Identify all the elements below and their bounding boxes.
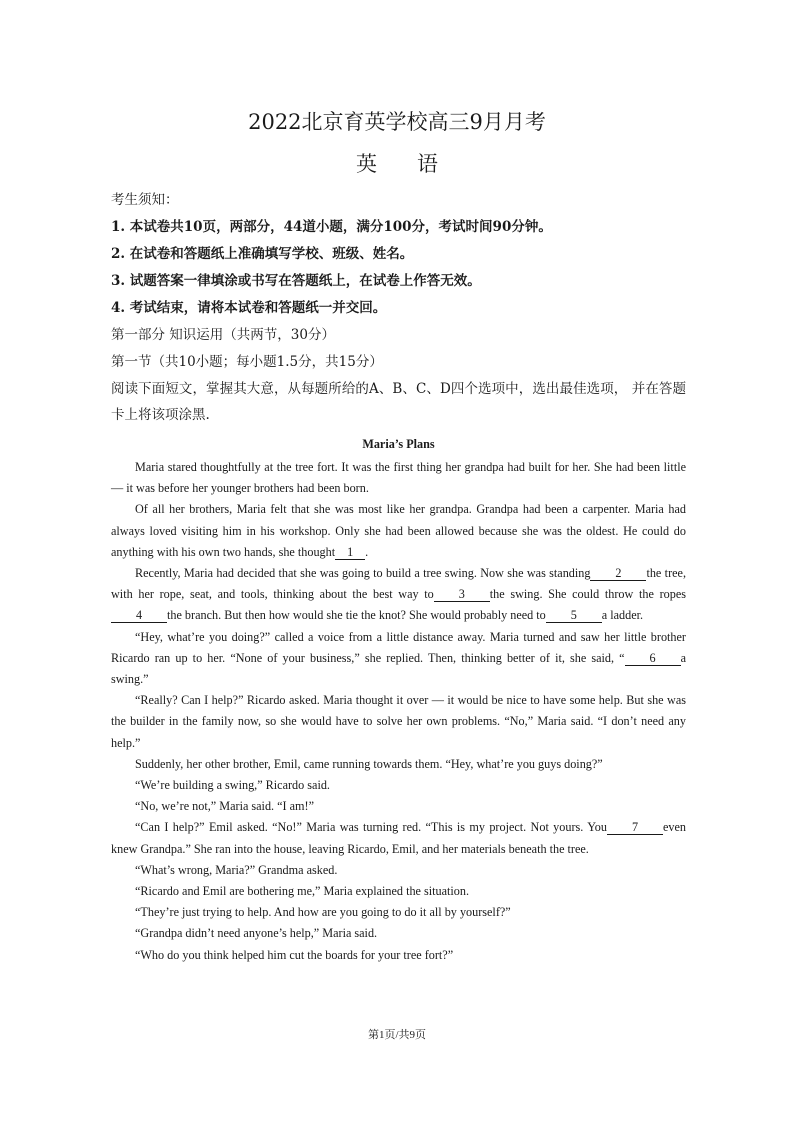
paragraph-text: even knew Grandpa.” She ran into the house, leaving Ricardo, Emil, and her materials beneath the tree.: [111, 820, 686, 856]
passage-paragraph: [111, 860, 686, 881]
paragraph-text: the branch. But then how would she tie the knot? She would probably need to: [167, 608, 546, 623]
paragraph-text: “Can I help?” Emil asked. “No!” Maria was turning red. “This is my project. Not yours. You: [135, 820, 607, 835]
blank-4[interactable]: 4: [111, 608, 167, 623]
paragraph-text: a ladder.: [601, 608, 644, 623]
passage-paragraph: [111, 817, 686, 859]
blank-6[interactable]: 6: [625, 651, 681, 666]
passage-paragraph: [111, 563, 686, 627]
paragraph-text: Maria stared thoughtfully at the tree fort. It was the first thing her grandpa had built for her. She had been little — it was before her younger brothers had been born.: [111, 460, 686, 496]
blank-5[interactable]: 5: [546, 608, 602, 623]
passage-paragraph: [111, 796, 686, 817]
passage-paragraph: [111, 754, 686, 775]
paragraph-text: “Ricardo and Emil are bothering me,” Maria explained the situation.: [135, 884, 470, 899]
passage-paragraph: [111, 627, 686, 691]
paragraph-text: the tree, with her rope, seat, and tools, thinking about the best way to: [111, 566, 686, 602]
reading-passage: [111, 436, 686, 966]
passage-paragraph: [111, 945, 686, 966]
notice-heading: 考生须知：: [111, 192, 179, 208]
paragraph-text: Suddenly, her other brother, Emil, came running towards them. “Hey, what’re you guys doing?”: [135, 756, 603, 771]
paragraph-text: a swing.”: [111, 650, 686, 687]
passage-title: Maria’s Plans: [362, 437, 435, 451]
blank-1[interactable]: 1: [335, 545, 365, 560]
paragraph-text: “We’re building a swing,” Ricardo said.: [135, 778, 330, 793]
paragraph-text: “Hey, what’re you doing?” called a voice from a little distance away. Maria turned and saw her little brother Ricardo ran up to her. “None of your business,” she replied. Then, thinking better of it, she said, “: [111, 629, 686, 665]
blank-3[interactable]: 3: [434, 587, 490, 602]
paragraph-text: “Grandpa didn’t need anyone’s help,” Maria said.: [135, 926, 378, 941]
section-heading: 第一节（共10小题；每小题1.5分，共15分）: [111, 354, 383, 370]
blank-2[interactable]: 2: [590, 566, 646, 581]
paragraph-text: “Who do you think helped him cut the boards for your tree fort?”: [135, 947, 454, 962]
paragraph-text: Of all her brothers, Maria felt that she was most like her grandpa. Grandpa had been a carpenter. Maria had always loved visiting him in his workshop. Only she had been allowed because she was the oldest. He could do anything with his own two hands, she thought: [111, 502, 686, 559]
part-heading: 第一部分 知识运用（共两节，30分）: [111, 327, 335, 343]
passage-paragraph: Of all her brothers, Maria felt that she was most like her grandpa. Grandpa had been a carpenter. Maria had always loved visiting him in his workshop. Only she had been allowed because she was the oldest. He could do anything with his own two hands, she thought 1 .: [111, 502, 686, 559]
paragraph-text: “Really? Can I help?” Ricardo asked. Maria thought it over — it would be nice to have some help. But she was the builder in the family now, so she would have to solve her own problems. “No,” Maria said. “I don’t need any help.”: [111, 693, 686, 750]
passage-paragraph: [111, 902, 686, 923]
passage-paragraph: [111, 881, 686, 902]
page-title: 2022北京育英学校高三9月月考: [248, 110, 546, 134]
instruction-text: 阅读下面短文，掌握其大意，从每题所给的A、B、C、D四个选项中，选出最佳选项， 并在答题卡上将该项涂黑.: [111, 381, 686, 423]
passage-paragraph: [111, 457, 686, 499]
paragraph-text: the swing. She could throw the ropes: [489, 587, 686, 602]
paragraph-text: “They’re just trying to help. And how are you going to do it all by yourself?”: [135, 905, 511, 920]
passage-paragraph: [111, 923, 686, 944]
notice-item: 4. 考试结束，请将本试卷和答题纸一并交回。: [111, 300, 387, 316]
page-footer: 第1页/共9页: [367, 1029, 427, 1041]
passage-paragraph: [111, 690, 686, 754]
exam-notice: [111, 187, 686, 428]
blank-7[interactable]: 7: [607, 820, 663, 835]
notice-item: 1. 本试卷共10页，两部分，44道小题，满分100分，考试时间90分钟。: [111, 219, 552, 235]
paragraph-text: “What’s wrong, Maria?” Grandma asked.: [135, 862, 338, 877]
notice-item: 3. 试题答案一律填涂或书写在答题纸上，在试卷上作答无效。: [111, 273, 481, 289]
subject-title: 英语: [356, 152, 478, 176]
passage-paragraph: [111, 775, 686, 796]
paragraph-text: Recently, Maria had decided that she was going to build a tree swing. Now she was standing: [135, 566, 591, 581]
paragraph-text: “No, we’re not,” Maria said. “I am!”: [135, 799, 315, 814]
notice-item: 2. 在试卷和答题纸上准确填写学校、班级、姓名。: [111, 246, 414, 262]
